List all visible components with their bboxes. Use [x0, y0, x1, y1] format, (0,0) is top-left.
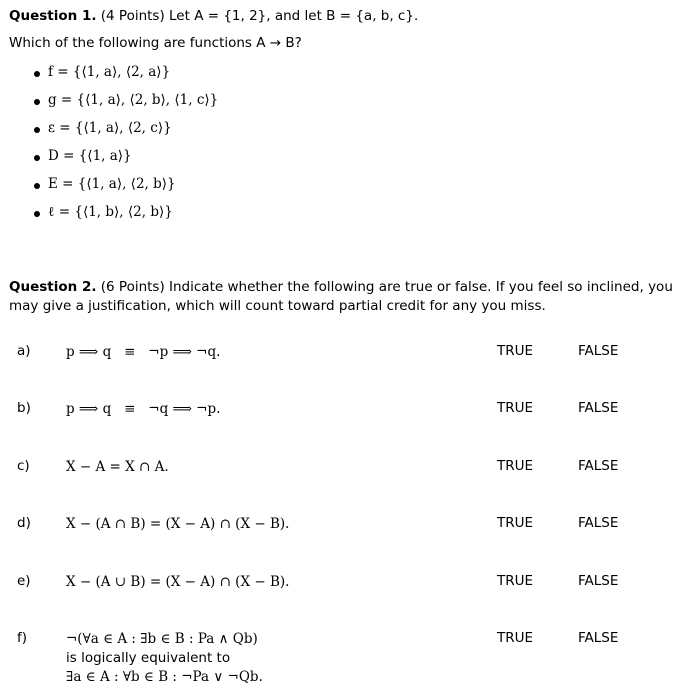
part-letter: b): [17, 400, 31, 416]
true-option[interactable]: TRUE: [497, 458, 534, 474]
true-option[interactable]: TRUE: [497, 343, 534, 359]
part-expression: p ⟹ q ≡ ¬q ⟹ ¬p.: [66, 401, 221, 417]
false-option[interactable]: FALSE: [578, 515, 619, 531]
bullet-icon: [34, 183, 40, 189]
bullet-icon: [34, 127, 40, 133]
q2-label: Question 2.: [9, 279, 97, 295]
bullet-icon: [34, 99, 40, 105]
true-option[interactable]: TRUE: [497, 515, 534, 531]
true-option[interactable]: TRUE: [497, 400, 534, 416]
bullet-icon: [34, 71, 40, 77]
part-expression-text: is logically equivalent to: [66, 650, 231, 666]
bullet-icon: [34, 211, 40, 217]
true-option[interactable]: TRUE: [497, 573, 534, 589]
false-option[interactable]: FALSE: [578, 573, 619, 589]
false-option[interactable]: FALSE: [578, 343, 619, 359]
part-letter: c): [17, 458, 30, 474]
q1-item: D = {⟨1, a⟩}: [48, 148, 132, 164]
q1-item: f = {⟨1, a⟩, ⟨2, a⟩}: [48, 64, 171, 80]
bullet-icon: [34, 155, 40, 161]
part-letter: d): [17, 515, 31, 531]
q1-item: E = {⟨1, a⟩, ⟨2, b⟩}: [48, 176, 176, 192]
part-expression: X − (A ∩ B) = (X − A) ∩ (X − B).: [66, 516, 290, 532]
true-option[interactable]: TRUE: [497, 630, 534, 646]
q1-label: Question 1.: [9, 8, 97, 24]
part-letter: a): [17, 343, 31, 359]
part-letter: e): [17, 573, 31, 589]
q1-text: (4 Points) Let A = {1, 2}, and let B = {a, b, c}.: [100, 8, 419, 24]
q2-header: [9, 278, 693, 316]
part-expression: ¬(∀a ∈ A : ∃b ∈ B : Pa ∧ Qb): [66, 631, 258, 647]
part-expression: X − (A ∪ B) = (X − A) ∩ (X − B).: [66, 574, 290, 590]
false-option[interactable]: FALSE: [578, 630, 619, 646]
part-expression: p ⟹ q ≡ ¬p ⟹ ¬q.: [66, 344, 221, 360]
false-option[interactable]: FALSE: [578, 400, 619, 416]
q1-item: ℓ = {⟨1, b⟩, ⟨2, b⟩}: [48, 204, 173, 220]
q1-prompt: Which of the following are functions A → B?: [9, 35, 302, 51]
part-letter: f): [17, 630, 28, 646]
q2-text: (6 Points) Indicate whether the following are true or false. If you feel so inclined, you may give a justification, which will count toward partial credit for any you miss.: [9, 279, 673, 314]
part-expression: ∃a ∈ A : ∀b ∈ B : ¬Pa ∨ ¬Qb.: [66, 669, 263, 685]
part-expression: X − A = X ∩ A.: [66, 459, 169, 475]
q1-item: ε = {⟨1, a⟩, ⟨2, c⟩}: [48, 120, 172, 136]
q1-item: g = {⟨1, a⟩, ⟨2, b⟩, ⟨1, c⟩}: [48, 92, 219, 108]
q1-header: [9, 8, 418, 24]
false-option[interactable]: FALSE: [578, 458, 619, 474]
